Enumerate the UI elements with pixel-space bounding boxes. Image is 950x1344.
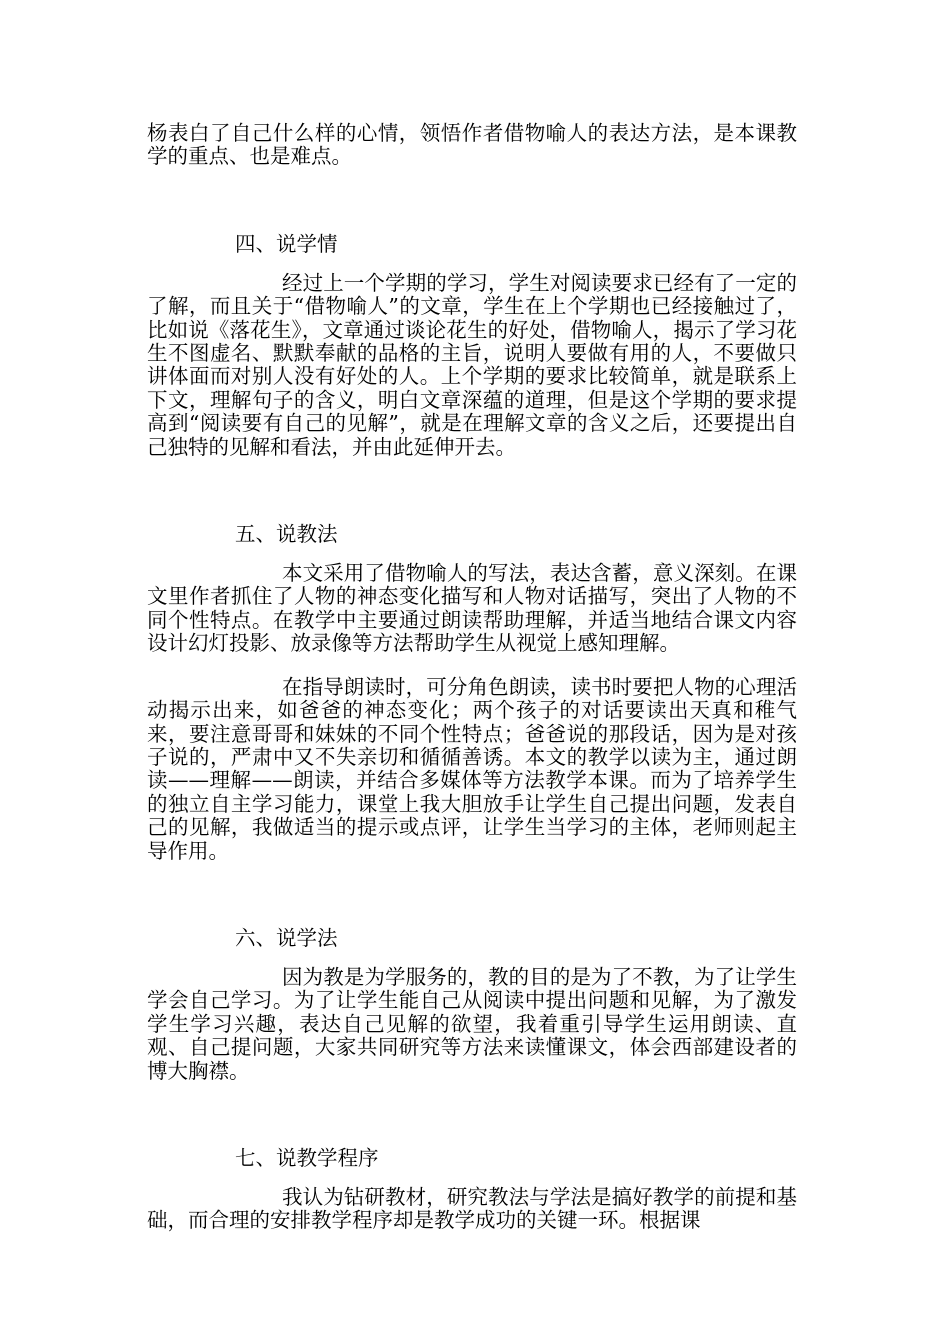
document-page <box>147 122 797 1233</box>
section-spacer <box>147 169 797 232</box>
section-learning-method <box>147 926 797 1083</box>
section-spacer <box>147 459 797 522</box>
section-heading: 七、说教学程序 <box>235 1145 379 1170</box>
section-paragraph: 在指导朗读时，可分角色朗读，读书时要把人物的心理活动揭示出来，如爸爸的神态变化；两个孩子的对话要读出天真和稚气来，要注意哥哥和妹妹的不同个性特点；爸爸说的那段话，因为是对孩子说的，严肃中又不失亲切和循循善诱。本文的教学以读为主，通过朗读——理解——朗读，并结合多媒体等方法教学本课。而为了培养学生的独立自主学习能力，课堂上我大胆放手让学生自己提出问题，发表自己的见解，我做适当的提示或点评，让学生当学习的主体，老师则起主导作用。 <box>147 674 797 863</box>
section-paragraph: 因为教是为学服务的，教的目的是为了不教，为了让学生学会自己学习。为了让学生能自己从阅读中提出问题和见解，为了激发学生学习兴趣，表达自己见解的欲望，我着重引导学生运用朗读、直观、自己提问题，大家共同研究等方法来读懂课文，体会西部建设者的博大胸襟。 <box>147 964 797 1083</box>
section-teaching-method <box>147 522 797 863</box>
section-spacer <box>147 863 797 926</box>
section-paragraph: 本文采用了借物喻人的写法，表达含蓄，意义深刻。在课文里作者抓住了人物的神态变化描写和人物对话描写，突出了人物的不同个性特点。在教学中主要通过朗读帮助理解，并适当地结合课文内容设计幻灯投影、放录像等方法帮助学生从视觉上感知理解。 <box>147 561 797 656</box>
section-learning-situation <box>147 232 797 459</box>
section-heading: 六、说学法 <box>235 925 338 950</box>
section-heading: 四、说学情 <box>235 231 338 256</box>
intro-paragraph: 杨表白了自己什么样的心情，领悟作者借物喻人的表达方法，是本课教学的重点、也是难点。 <box>147 121 797 169</box>
section-teaching-procedure <box>147 1146 797 1233</box>
section-paragraph: 我认为钻研教材，研究教法与学法是搞好教学的前提和基础，而合理的安排教学程序却是教学成功的关键一环。根据课 <box>147 1184 797 1233</box>
section-heading: 五、说教法 <box>235 522 338 547</box>
section-paragraph: 经过上一个学期的学习，学生对阅读要求已经有了一定的了解，而且关于“借物喻人”的文章，学生在上个学期也已经接触过了，比如说《落花生》，文章通过谈论花生的好处，借物喻人，揭示了学习花生不图虚名、默默奉献的品格的主旨，说明人要做有用的人，不要做只讲体面而对别人没有好处的人。上个学期的要求比较简单，就是联系上下文，理解句子的含义，明白文章深蕴的道理，但是这个学期的要求提高到“阅读要有自己的见解”，就是在理解文章的含义之后，还要提出自己独特的见解和看法，并由此延伸开去。 <box>147 270 797 459</box>
section-spacer <box>147 1083 797 1146</box>
